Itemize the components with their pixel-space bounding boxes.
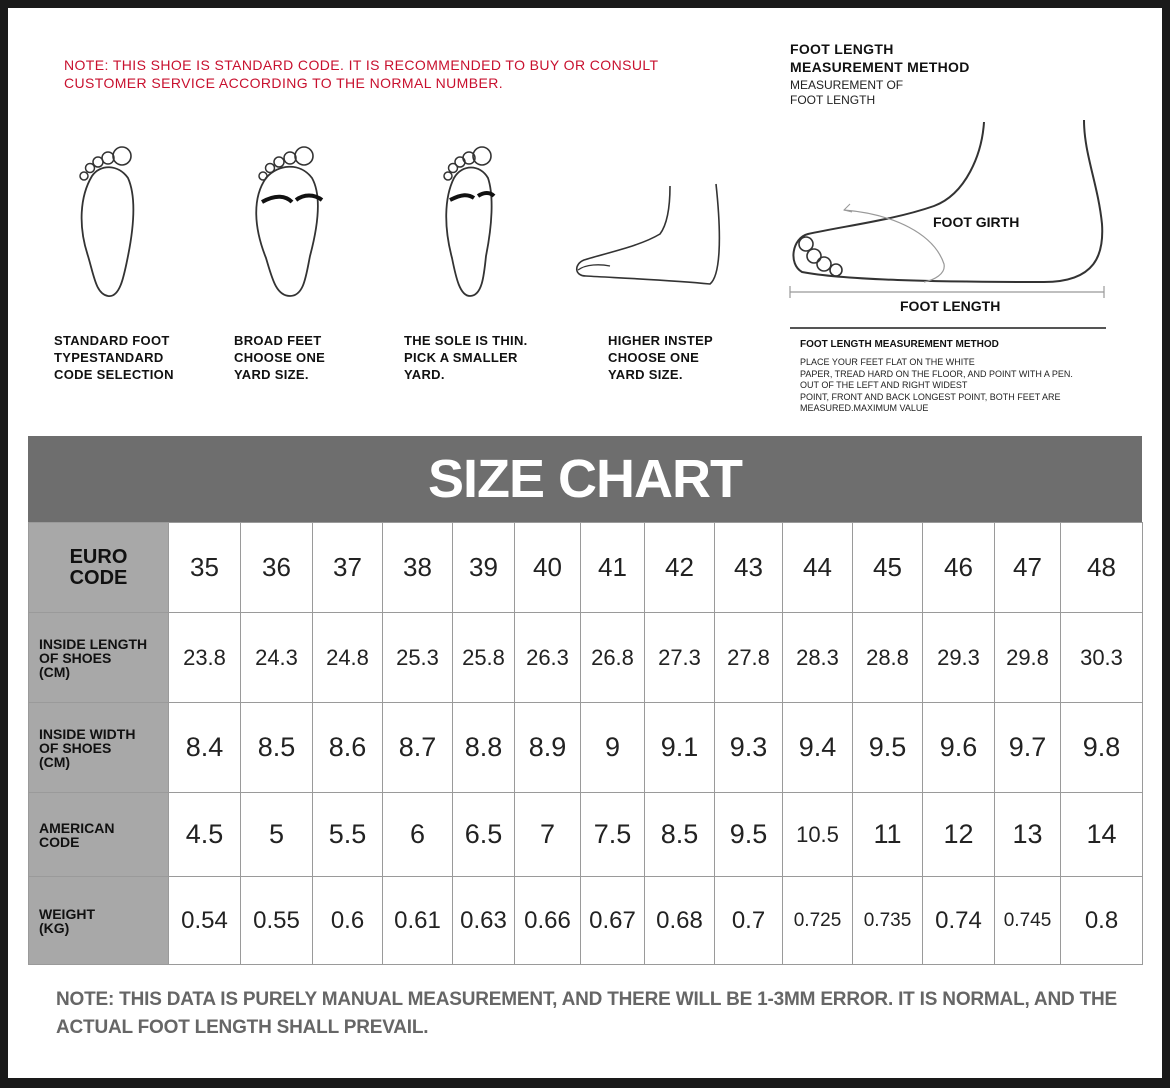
standard-foot-icon [70, 136, 150, 306]
table-cell: 9.5 [715, 793, 783, 877]
table-cell: 0.66 [515, 877, 581, 965]
table-cell: 0.735 [853, 877, 923, 965]
table-cell: 27.8 [715, 613, 783, 703]
bottom-note: NOTE: THIS DATA IS PURELY MANUAL MEASUREMENT, AND THERE WILL BE 1-3MM ERROR. IT IS NORMAL, AND THE ACTUAL FOOT LENGTH SHALL PREVAIL. [56, 989, 1117, 1038]
table-cell: 0.55 [241, 877, 313, 965]
table-cell: 37 [313, 523, 383, 613]
measurement-title: FOOT LENGTH MEASUREMENT METHOD [790, 41, 970, 75]
row-header-euro-code: EURO CODE [29, 523, 169, 613]
table-cell: 29.8 [995, 613, 1061, 703]
table-cell: 25.8 [453, 613, 515, 703]
table-cell: 9.7 [995, 703, 1061, 793]
high-instep-foot-icon [570, 180, 730, 292]
method-instructions: PLACE YOUR FEET FLAT ON THE WHITE PAPER, TREAD HARD ON THE FLOOR, AND POINT WITH A PEN. OUT OF THE LEFT AND RIGHT WIDEST POINT, FRONT AND BACK LONGEST POINT, BOTH FEET ARE MEASURED.MAXIMUM VALUE [800, 357, 1073, 413]
table-cell: 8.5 [645, 793, 715, 877]
row-header-weight: WEIGHT (KG) [29, 877, 169, 965]
table-cell: 7.5 [581, 793, 645, 877]
size-table [28, 522, 1143, 965]
standard-foot-caption: STANDARD FOOT TYPESTANDARD CODE SELECTION [54, 333, 174, 382]
table-cell: 27.3 [645, 613, 715, 703]
table-cell: 4.5 [169, 793, 241, 877]
table-cell: 23.8 [169, 613, 241, 703]
table-cell: 5 [241, 793, 313, 877]
table-cell: 41 [581, 523, 645, 613]
table-cell: 11 [853, 793, 923, 877]
method-title: FOOT LENGTH MEASUREMENT METHOD [800, 339, 999, 350]
table-cell: 10.5 [783, 793, 853, 877]
size-chart-header [28, 436, 1142, 522]
table-cell: 0.6 [313, 877, 383, 965]
table-cell: 47 [995, 523, 1061, 613]
foot-length-label: FOOT LENGTH [900, 298, 1001, 314]
table-cell: 36 [241, 523, 313, 613]
table-cell: 0.8 [1061, 877, 1143, 965]
table-row-american-code [29, 793, 1143, 877]
table-cell: 28.3 [783, 613, 853, 703]
table-cell: 42 [645, 523, 715, 613]
table-cell: 6.5 [453, 793, 515, 877]
table-cell: 24.3 [241, 613, 313, 703]
table-cell: 39 [453, 523, 515, 613]
broad-foot-icon [246, 136, 336, 306]
table-cell: 9.1 [645, 703, 715, 793]
table-cell: 9.3 [715, 703, 783, 793]
broad-foot-caption: BROAD FEET CHOOSE ONE YARD SIZE. [234, 333, 326, 382]
table-cell: 6 [383, 793, 453, 877]
side-foot-measure-icon [784, 114, 1114, 304]
table-cell: 12 [923, 793, 995, 877]
table-cell: 0.67 [581, 877, 645, 965]
table-cell: 26.8 [581, 613, 645, 703]
measurement-subtitle: MEASUREMENT OF FOOT LENGTH [790, 78, 904, 107]
thin-sole-caption: THE SOLE IS THIN. PICK A SMALLER YARD. [404, 333, 528, 382]
table-row-inside-length [29, 613, 1143, 703]
thin-sole-foot-icon [432, 136, 512, 306]
table-cell: 9.5 [853, 703, 923, 793]
table-cell: 9.4 [783, 703, 853, 793]
foot-girth-label: FOOT GIRTH [933, 214, 1020, 230]
table-cell: 8.8 [453, 703, 515, 793]
table-cell: 0.745 [995, 877, 1061, 965]
table-cell: 44 [783, 523, 853, 613]
table-cell: 25.3 [383, 613, 453, 703]
table-cell: 46 [923, 523, 995, 613]
table-cell: 8.7 [383, 703, 453, 793]
size-chart-title: SIZE CHART [428, 449, 742, 509]
table-cell: 0.54 [169, 877, 241, 965]
table-cell: 13 [995, 793, 1061, 877]
table-cell: 24.8 [313, 613, 383, 703]
table-cell: 0.725 [783, 877, 853, 965]
table-cell: 38 [383, 523, 453, 613]
table-cell: 8.9 [515, 703, 581, 793]
table-cell: 0.61 [383, 877, 453, 965]
table-cell: 7 [515, 793, 581, 877]
method-divider [790, 327, 1106, 329]
top-note: NOTE: THIS SHOE IS STANDARD CODE. IT IS RECOMMENDED TO BUY OR CONSULT CUSTOMER SERVICE ACCORDING TO THE NORMAL NUMBER. [64, 57, 659, 91]
table-row-euro-code [29, 523, 1143, 613]
table-cell: 0.74 [923, 877, 995, 965]
table-cell: 28.8 [853, 613, 923, 703]
table-cell: 40 [515, 523, 581, 613]
table-cell: 5.5 [313, 793, 383, 877]
table-row-weight [29, 877, 1143, 965]
high-instep-caption: HIGHER INSTEP CHOOSE ONE YARD SIZE. [608, 333, 714, 382]
table-cell: 45 [853, 523, 923, 613]
row-header-american-code: AMERICAN CODE [29, 793, 169, 877]
table-cell: 35 [169, 523, 241, 613]
table-cell: 43 [715, 523, 783, 613]
table-cell: 26.3 [515, 613, 581, 703]
row-header-inside-length: INSIDE LENGTH OF SHOES (CM) [29, 613, 169, 703]
table-cell: 9 [581, 703, 645, 793]
table-cell: 9.6 [923, 703, 995, 793]
table-cell: 30.3 [1061, 613, 1143, 703]
table-cell: 48 [1061, 523, 1143, 613]
table-cell: 8.5 [241, 703, 313, 793]
table-cell: 8.6 [313, 703, 383, 793]
size-chart-page [8, 8, 1162, 1078]
table-cell: 9.8 [1061, 703, 1143, 793]
row-header-inside-width: INSIDE WIDTH OF SHOES (CM) [29, 703, 169, 793]
table-cell: 0.63 [453, 877, 515, 965]
table-cell: 29.3 [923, 613, 995, 703]
table-cell: 0.68 [645, 877, 715, 965]
table-row-inside-width [29, 703, 1143, 793]
table-cell: 8.4 [169, 703, 241, 793]
table-cell: 0.7 [715, 877, 783, 965]
table-cell: 14 [1061, 793, 1143, 877]
